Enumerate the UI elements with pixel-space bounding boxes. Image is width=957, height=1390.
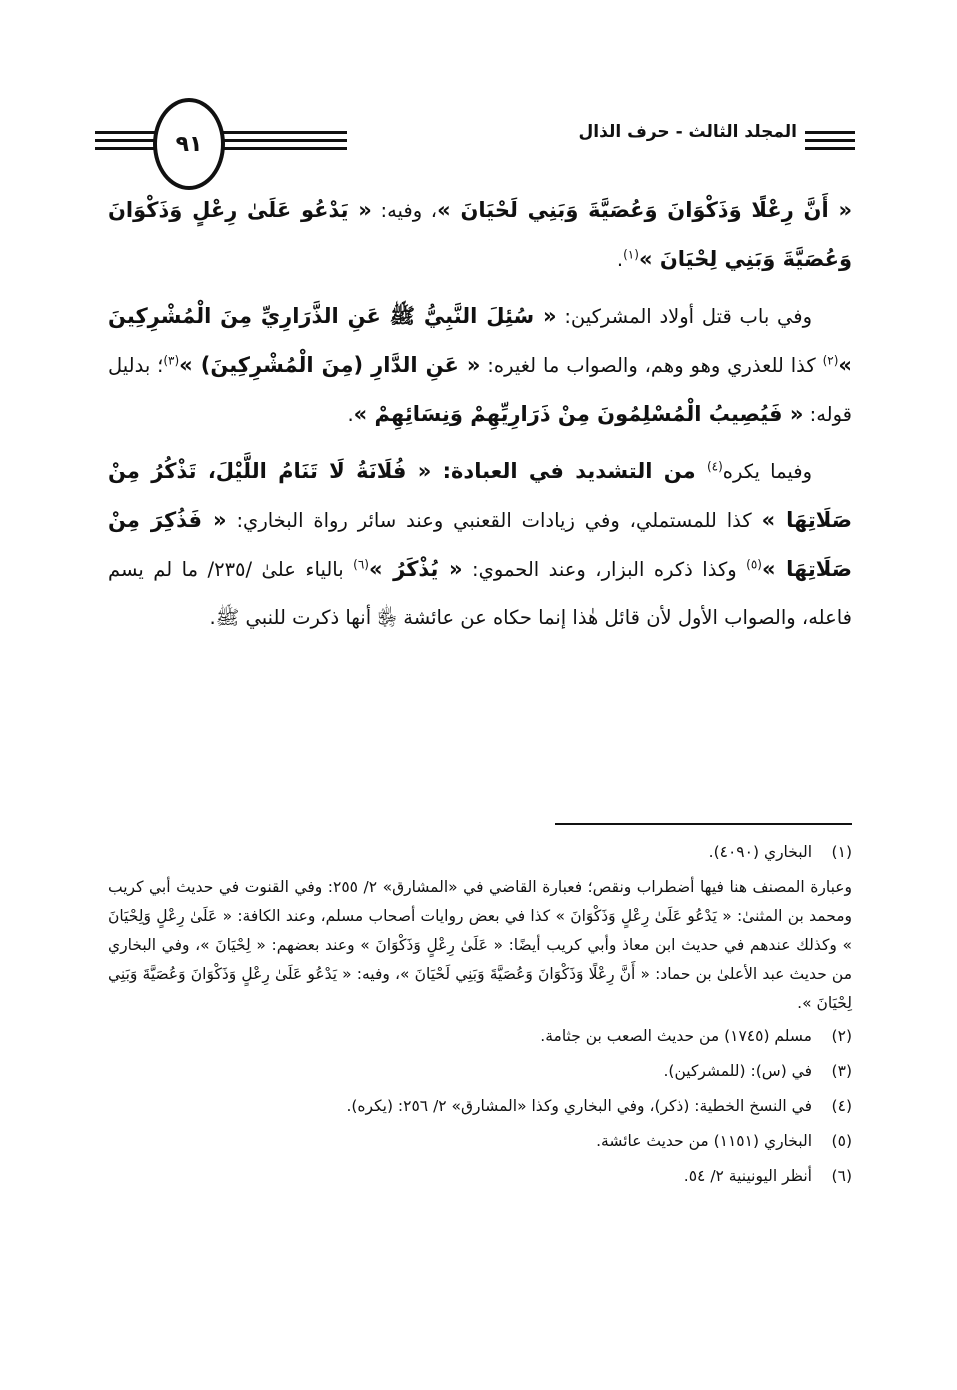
hadith-quote: « فَيُصِيبُ الْمُسْلِمُونَ مِنْ ذَرَارِيِّهِمْ وَنِسَائِهِمْ » — [353, 402, 804, 426]
footnote-divider — [555, 823, 852, 825]
text-run: . — [347, 403, 354, 426]
header-rule — [217, 131, 347, 134]
footnote-text: وعبارة المصنف هنا فيها أضطراب ونقص؛ فعبارة القاضي في «المشارق» ٢/ ٢٥٥: وفي القنوت في حديث أبي كريب ومحمد بن المثنىٰ: « يَدْعُو عَلَىٰ رِعْلٍ وَذَكْوَانَ » كذا في بعض روايات أصحاب مسلم، وعند الكافة: « عَلَىٰ رِعْلٍ وَلِحْيَانَ » وكذلك عندهم في حديث ابن معاذ وأبي كريب أيضًا: « عَلَىٰ رِعْلٍ وَذَكْوَانَ » وعند بعضهم: « لِحْيَانَ »، وفي البخاري من حديث عبد الأعلىٰ بن حماد: « أَنَّ رِعْلًا وَذَكْوَانَ وَعُصَيَّةَ وَبَنِي لَحْيَانَ »، وفيه: « يَدْعُو عَلَىٰ رِعْلٍ وَذَكْوَانَ وَعُصَيَّةَ وَبَنِي لِحْيَانَ ». — [108, 878, 852, 1012]
page-number: ٩١ — [153, 98, 225, 190]
footnote-ref[interactable]: (٣) — [163, 353, 180, 368]
header-rule — [217, 147, 347, 150]
footnote-text: البخاري (٤٠٩٠). — [708, 843, 812, 861]
footnote-text: البخاري (١١٥١) من حديث عائشة. — [596, 1132, 812, 1150]
page-header — [95, 98, 855, 188]
footnote-number: (١) — [831, 843, 852, 861]
hadith-quote: « فَذُكِرَ مِنْ صَلَاتِهَا » — [108, 508, 852, 581]
footnote-text: في (س): (للمشركين). — [663, 1062, 812, 1080]
footnote-number: (٤) — [831, 1097, 852, 1115]
footnote-number: (٥) — [831, 1132, 852, 1150]
footnote — [108, 1092, 852, 1121]
text-run: وفي باب قتل أولاد المشركين: — [556, 305, 812, 328]
header-rule — [805, 147, 855, 150]
footnote-number: (٦) — [831, 1167, 852, 1185]
hadith-quote: « سُئِلَ النَّبِيُّ ﷺ عَنِ الذَّرَارِيِّ مِنَ الْمُشْرِكِينَ » — [108, 304, 852, 377]
footnote-text: في النسخ الخطية: (ذكر)، وفي البخاري وكذا «المشارق» ٢/ ٢٥٦: (يكره). — [346, 1097, 812, 1115]
header-rule — [805, 131, 855, 134]
footnote-number: (٣) — [831, 1062, 852, 1080]
text-run: بالياء علىٰ /٢٣٥/ ما لم يسم فاعله، والصواب الأول لأن قائل هٰذا إنما حكاه عن عائشة ﵂ أنها ذكرت للنبي ﷺ. — [108, 558, 852, 629]
hadith-quote: « يَدْعُو عَلَىٰ رِعْلٍ وَذَكْوَانَ وَعُصَيَّةَ وَبَنِي لِحْيَانَ » — [108, 198, 852, 271]
text-run: وكذا ذكره البزار، وعند الحموي: — [462, 558, 747, 581]
text-run: كذا للمستملي، وفي زيادات القعنبي وعند سائر رواة البخاري: — [226, 509, 762, 532]
footnote — [108, 1022, 852, 1051]
text-run: كذا للعذري وهو وهم، والصواب ما لغيره: — [480, 354, 823, 377]
footnote-number: (٢) — [831, 1027, 852, 1045]
main-text — [108, 186, 852, 650]
paragraph — [108, 292, 852, 439]
header-rule — [805, 139, 855, 142]
footnote — [108, 838, 852, 867]
text-run: من التشديد في العبادة: — [431, 459, 707, 483]
hadith-quote: « أَنَّ رِعْلًا وَذَكْوَانَ وَعُصَيَّةَ وَبَنِي لَحْيَانَ » — [437, 198, 853, 222]
footnote-ref[interactable]: (٢) — [822, 353, 839, 368]
hadith-quote: « فُلَانَةُ لَا تَنَامُ اللَّيْلَ، تَذْكُرُ مِنْ صَلَاتِهَا » — [108, 459, 853, 532]
hadith-quote: « يُذْكَرُ » — [368, 557, 463, 581]
footnote — [108, 1162, 852, 1191]
footnote — [108, 1057, 852, 1086]
running-title: المجلد الثالث - حرف الذال — [578, 122, 797, 142]
footnote-ref[interactable]: (٥) — [746, 557, 762, 572]
paragraph — [108, 186, 852, 284]
footnotes — [108, 838, 852, 1197]
hadith-quote: « عَنِ الدَّارِ (مِنَ الْمُشْرِكِينَ) » — [179, 353, 481, 377]
text-run: . — [616, 248, 624, 271]
text-run: ، وفيه: — [371, 199, 438, 222]
header-rule — [217, 139, 347, 142]
footnote-ref[interactable]: (١) — [623, 247, 639, 262]
paragraph — [108, 447, 852, 642]
text-run: ؛ بدليل قوله: — [108, 354, 852, 426]
footnote-ref[interactable]: (٦) — [353, 557, 369, 572]
footnote-ref[interactable]: (٤) — [706, 459, 723, 474]
text-run: وفيما يكره — [722, 460, 812, 483]
footnote — [108, 1127, 852, 1156]
footnote-text: مسلم (١٧٤٥) من حديث الصعب بن جثامة. — [540, 1027, 812, 1045]
footnote-text: أنظر اليونينية ٢/ ٥٤. — [683, 1167, 812, 1185]
